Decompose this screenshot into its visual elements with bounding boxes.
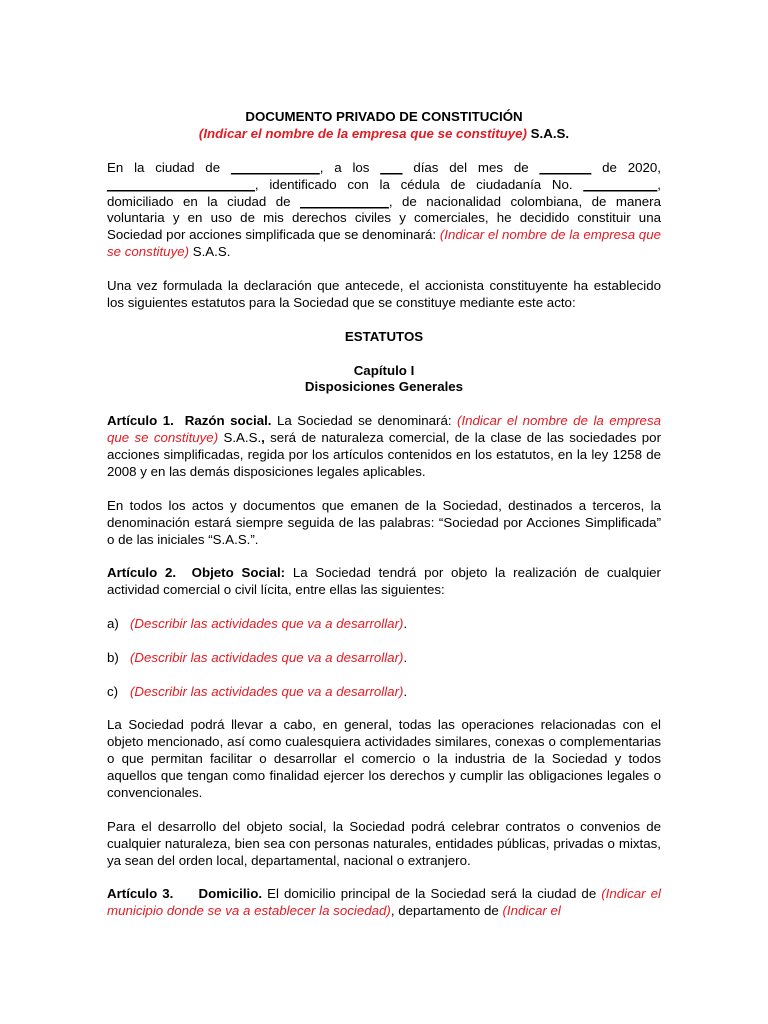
article-2 — [107, 565, 661, 599]
article-text: , departamento de — [390, 903, 503, 919]
article-name: Razón social. — [184, 413, 272, 429]
name-blank: ____________________ — [107, 176, 255, 192]
item-tail: . — [403, 649, 408, 665]
article-text: S.A.S. — [218, 430, 262, 446]
document-title: DOCUMENTO PRIVADO DE CONSTITUCIÓN — [245, 109, 523, 124]
intro-text: , a los — [319, 159, 381, 175]
residence-city-blank: ____________ — [300, 193, 389, 209]
month-blank: _______ — [539, 159, 592, 175]
chapter-title: Disposiciones Generales — [304, 379, 464, 395]
intro-text: En la ciudad de — [107, 159, 231, 175]
intro-text: de 2020, — [591, 159, 661, 175]
article-1 — [107, 413, 661, 481]
statutes-heading: ESTATUTOS — [344, 328, 424, 344]
item-label: c) — [107, 683, 119, 699]
item-tail: . — [403, 616, 408, 632]
activity-placeholder: (Describir las actividades que va a desarrollar) — [130, 683, 404, 699]
city-blank: ____________ — [230, 159, 320, 175]
article-text: La Sociedad tendrá por objeto la realización de cualquier actividad comercial o civil lícita, entre ellas las siguientes: — [107, 565, 661, 598]
activity-item — [107, 650, 661, 667]
activity-item — [107, 616, 661, 633]
chapter-heading: Capítulo I — [353, 362, 415, 378]
subtitle-suffix: S.A.S. — [526, 125, 570, 141]
company-name-placeholder: (Indicar el nombre de la empresa que se constituye) — [198, 125, 527, 141]
development-paragraph: Para el desarrollo del objeto social, la Sociedad podrá celebrar contratos o convenios de cualquier naturaleza, bien sea con personas naturales, entidades públicas, privadas o mixtas, ya sean del orden local, departamental, nacional o extranjero. — [107, 818, 661, 868]
article-text: , — [261, 430, 265, 446]
denomination-paragraph: En todos los actos y documentos que emanen de la Sociedad, destinados a terceros, la denominación estará siempre seguida de las palabras: “Sociedad por Acciones Simplificada” o de las iniciales “S.A.S.”. — [107, 497, 661, 547]
item-label: b) — [107, 649, 119, 665]
intro-text: días del mes de — [402, 159, 540, 175]
activity-placeholder: (Describir las actividades que va a desarrollar) — [130, 649, 404, 665]
department-placeholder: (Indicar el — [502, 903, 561, 919]
activity-item — [107, 684, 661, 701]
intro-text: , identificado con la cédula de ciudadanía No. — [254, 176, 584, 192]
document-subtitle — [107, 126, 661, 143]
document-page — [107, 109, 661, 920]
article-label: Artículo 3. — [107, 886, 174, 902]
activity-placeholder: (Describir las actividades que va a desarrollar) — [130, 616, 404, 632]
company-name-placeholder: (Indicar el nombre de la empresa que se constituye) — [107, 413, 661, 446]
declaration-paragraph: Una vez formulada la declaración que antecede, el accionista constituyente ha establecido los siguientes estatutos para la Sociedad que se constituye mediante este acto: — [107, 278, 661, 310]
day-blank: ___ — [380, 159, 403, 175]
article-text: será de naturaleza comercial, de la clase de las sociedades por acciones simplificadas, regida por los artículos contenidos en los estatutos, en la ley 1258 de 2008 y en las demás disposiciones legales aplicables. — [107, 430, 661, 479]
operations-paragraph: La Sociedad podrá llevar a cabo, en general, todas las operaciones relacionadas con el objeto mencionado, así como cualesquiera actividades similares, conexas o complementarias o que permitan facilitar o desarrollar el comercio o la industria de la Sociedad y todos aquellos que tengan como finalidad ejercer los derechos y cumplir las obligaciones legales o convencionales. — [107, 717, 661, 801]
article-label: Artículo 1. — [107, 413, 174, 429]
article-label: Artículo 2. — [107, 565, 177, 581]
intro-text: S.A.S. — [189, 244, 231, 260]
intro-paragraph — [107, 160, 661, 261]
article-text: La Sociedad se denominará: — [271, 413, 458, 429]
article-name: Domicilio. — [198, 886, 263, 902]
municipality-placeholder: (Indicar el municipio donde se va a establecer la sociedad) — [107, 886, 661, 919]
article-3 — [107, 886, 661, 920]
intro-text: , domiciliado en la ciudad de — [107, 176, 661, 209]
article-name: Objeto Social: — [191, 565, 286, 581]
item-tail: . — [403, 683, 408, 699]
item-label: a) — [107, 616, 119, 632]
company-name-placeholder: (Indicar el nombre de la empresa que se constituye) — [107, 227, 661, 260]
article-text: El domicilio principal de la Sociedad será la ciudad de — [262, 886, 602, 902]
id-number-blank: __________ — [583, 176, 658, 192]
intro-text: , de nacionalidad colombiana, de manera voluntaria y en uso de mis derechos civiles y comerciales, he decidido constituir una Sociedad por acciones simplificada que se denominará: — [107, 193, 661, 243]
